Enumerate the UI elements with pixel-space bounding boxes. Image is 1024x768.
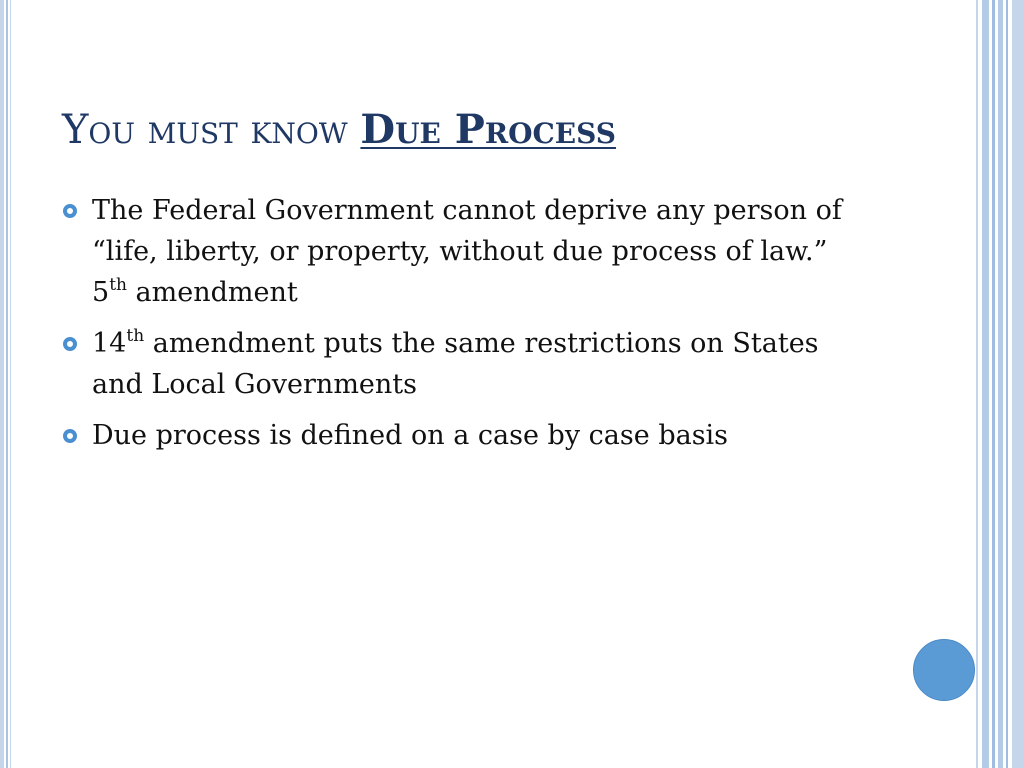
bullet-item (62, 190, 862, 313)
bullet-text: amendment (126, 277, 298, 308)
bullet-text: Due process is defined on a case by case basis (92, 420, 729, 451)
bullet-text: The Federal Government cannot deprive any person of “life, liberty, or property, without due process of law.” 5 (92, 195, 842, 308)
right-border-stripe (976, 0, 978, 768)
bullet-superscript: th (109, 275, 127, 295)
right-border-stripe (1012, 0, 1024, 768)
left-border-stripe (6, 0, 8, 768)
circle-bullet-icon (63, 337, 77, 351)
circle-bullet-icon (63, 204, 77, 218)
bullet-list (62, 190, 862, 466)
bullet-superscript: th (126, 326, 145, 346)
right-border-stripe (998, 0, 1003, 768)
decorative-circle (913, 639, 975, 701)
right-border-stripe (992, 0, 995, 768)
right-border-stripe (1006, 0, 1008, 768)
slide-title (62, 104, 616, 156)
right-border-stripe (982, 0, 989, 768)
left-border-stripe (0, 0, 4, 768)
bullet-text: 14 (92, 328, 127, 359)
circle-bullet-icon (63, 429, 77, 443)
title-prefix: You must know (62, 107, 348, 153)
bullet-item (62, 323, 862, 405)
title-emphasis: Due Process (360, 106, 616, 153)
bullet-item (62, 415, 862, 456)
bullet-text: amendment puts the same restrictions on States and Local Governments (92, 328, 819, 400)
left-border-stripe (10, 0, 11, 768)
